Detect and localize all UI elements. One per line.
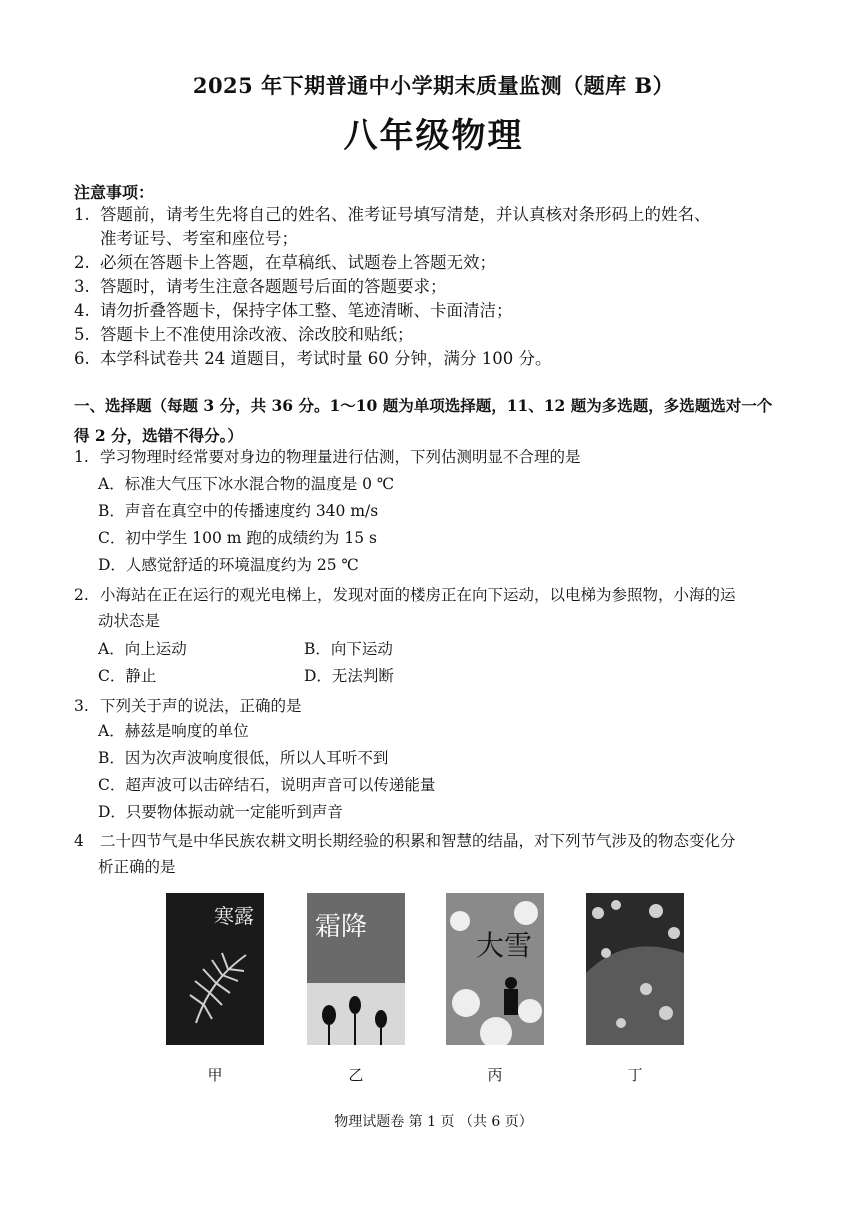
solar-term-image-jia (166, 893, 264, 1045)
question-number: 4 (74, 832, 84, 850)
answer-option: C．静止 (98, 667, 157, 685)
question-number: 1. (74, 448, 89, 466)
question-text-continued: 动状态是 (98, 612, 161, 630)
notice-item (74, 251, 496, 275)
notice-number: 3. (74, 277, 90, 296)
section-heading (74, 391, 794, 451)
answer-option: B．向下运动 (304, 640, 393, 658)
answer-option: C．初中学生 100 m 跑的成绩约为 15 s (98, 529, 377, 547)
question-stem (74, 446, 581, 468)
image-caption: 寒露 (214, 904, 254, 928)
notice-item (74, 299, 513, 323)
notice-number: 4. (74, 301, 90, 320)
image-label: 乙 (348, 1066, 364, 1084)
notice-number: 2. (74, 253, 90, 272)
question-stem (74, 584, 736, 606)
solar-term-image-ding (586, 893, 684, 1045)
answer-option: A．标准大气压下冰水混合物的温度是 0 ℃ (98, 475, 395, 493)
section-heading-line: 一、选择题（每题 3 分，共 36 分。1～10 题为单项选择题，11、12 题为多选题，多选题选对一个 (74, 396, 773, 415)
subject-title: 八年级物理 (343, 116, 524, 156)
notice-text: 必须在答题卡上答题，在草稿纸、试题卷上答题无效； (100, 253, 496, 272)
answer-option: D．人感觉舒适的环境温度约为 25 ℃ (98, 556, 359, 574)
notice-item (74, 347, 551, 371)
answer-option: D．只要物体振动就一定能听到声音 (98, 803, 343, 821)
image-caption: 大雪 (476, 929, 533, 962)
answer-option: B．因为次声波响度很低，所以人耳听不到 (98, 749, 389, 767)
question-text: 二十四节气是中华民族农耕文明长期经验的积累和智慧的结晶，对下列节气涉及的物态变化分 (100, 832, 736, 850)
answer-option: B．声音在真空中的传播速度约 340 m/s (98, 502, 379, 520)
question-number: 2. (74, 586, 89, 604)
notice-item (74, 275, 447, 299)
page-footer: 物理试题卷 第 1 页 （共 6 页） (334, 1114, 533, 1130)
question-text: 小海站在正在运行的观光电梯上，发现对面的楼房正在向下运动，以电梯为参照物，小海的运 (100, 586, 736, 604)
question-text: 下列关于声的说法，正确的是 (100, 697, 302, 715)
notice-item-continued: 准考证号、考室和座位号； (100, 229, 298, 248)
notice-number: 6. (74, 349, 90, 368)
solar-term-image-yi (307, 893, 405, 1045)
notice-number: 5. (74, 325, 90, 344)
answer-option: D．无法判断 (304, 667, 394, 685)
notice-text: 答题卡上不准使用涂改液、涂改胶和贴纸； (100, 325, 414, 344)
notice-text: 答题时，请考生注意各题题号后面的答题要求； (100, 277, 447, 296)
notice-text: 答题前，请考生先将自己的姓名、准考证号填写清楚，并认真核对条形码上的姓名、 (100, 205, 711, 224)
answer-option: A．赫兹是响度的单位 (98, 722, 249, 740)
question-text: 学习物理时经常要对身边的物理量进行估测，下列估测明显不合理的是 (100, 448, 581, 466)
question-stem (74, 830, 736, 852)
answer-option: C．超声波可以击碎结石，说明声音可以传递能量 (98, 776, 436, 794)
notice-heading: 注意事项： (74, 183, 155, 202)
exam-title: 2025 年下期普通中小学期末质量监测（题库 B） (192, 73, 675, 98)
section-heading-line: 得 2 分，选错不得分。） (74, 426, 243, 445)
image-label: 丙 (487, 1066, 503, 1084)
image-caption: 霜降 (315, 912, 368, 942)
answer-option: A．向上运动 (98, 640, 187, 658)
question-stem (74, 695, 302, 717)
notice-text: 请勿折叠答题卡，保持字体工整、笔迹清晰、卡面清洁； (100, 301, 513, 320)
notice-number: 1. (74, 205, 90, 224)
image-label: 丁 (627, 1066, 643, 1084)
notice-item (74, 323, 414, 347)
notice-item (74, 203, 711, 227)
question-number: 3. (74, 697, 89, 715)
notice-text: 本学科试卷共 24 道题目，考试时量 60 分钟，满分 100 分。 (100, 349, 552, 368)
question-text-continued: 析正确的是 (98, 858, 176, 876)
image-label: 甲 (207, 1066, 223, 1084)
solar-term-image-bing (446, 893, 544, 1045)
